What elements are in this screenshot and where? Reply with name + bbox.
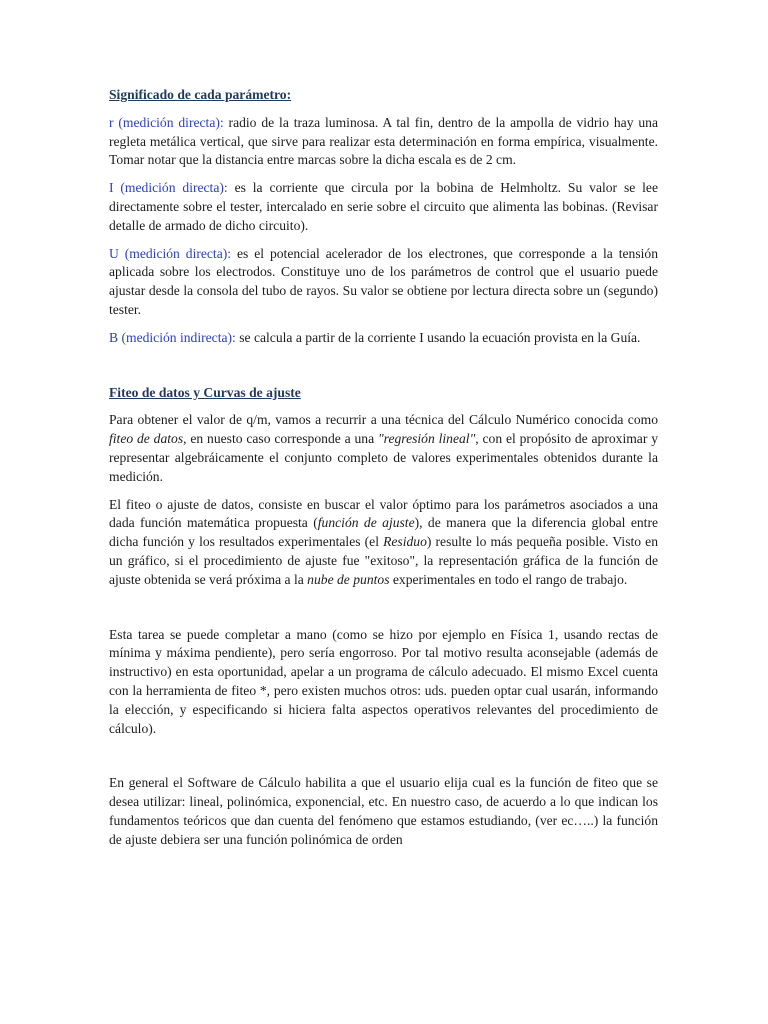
italic-term: Residuo	[383, 534, 427, 550]
fitting-paragraph-3: Esta tarea se puede completar a mano (como se hizo por ejemplo en Física 1, usando rectas de mínima y máxima pendiente), pero sería engorroso. Por tal motivo resulta aconsejable (además de instructivo) en esta oportunidad, apelar a un programa de cálculo adecuado. El mismo Excel cuenta con la herramienta de fiteo *, pero existen muchos otros: uds. pueden optar cual usarán, informando la elección, y especificando si hiciera falta aspectos operativos relevantes del procedimiento de cálculo).	[109, 626, 658, 736]
section-heading-parameters: Significado de cada parámetro:	[109, 87, 292, 102]
fitting-paragraph-2	[109, 496, 658, 590]
param-i-paragraph	[109, 179, 658, 235]
text-run: , con el propósito de aproximar y representar algebráicamente el conjunto completo de valores experimentales obtenidos durante la medición.	[109, 431, 658, 484]
section-heading-fitting: Fiteo de datos y Curvas de ajuste	[109, 384, 301, 400]
text-run: experimentales en todo el rango de trabajo.	[389, 571, 628, 587]
text-run: ), de manera que la diferencia global entre dicha función y los resultados experimentales (el	[109, 515, 659, 550]
param-description: es la corriente que circula por la bobina de Helmholtz. Su valor se lee directamente sobre el tester, intercalado en serie sobre el circuito que alimenta las bobinas. (Revisar detalle de armado de dicho circuito).	[109, 180, 659, 233]
param-term: U (medición directa):	[109, 245, 232, 261]
italic-term: "regresión lineal"	[377, 431, 476, 447]
param-description: se calcula a partir de la corriente I usando la ecuación provista en la Guía.	[235, 329, 641, 345]
param-term: B (medición indirecta):	[109, 329, 236, 345]
text-run: El fiteo o ajuste de datos, consiste en buscar el valor óptimo para los parámetros asociados a una dada función matemática propuesta (	[109, 496, 658, 531]
param-description: radio de la traza luminosa. A tal fin, dentro de la ampolla de vidrio hay una regleta metálica vertical, que sirve para realizar esta determinación en forma empírica, visualmente. Tomar notar que la distancia entre marcas sobre la dicha escala es de 2 cm.	[109, 114, 658, 168]
italic-term: función de ajuste	[317, 515, 415, 531]
param-u-paragraph	[109, 245, 658, 320]
param-b-paragraph	[109, 329, 658, 348]
param-term: r (medición directa):	[109, 114, 224, 130]
fitting-paragraph-1	[109, 411, 658, 486]
param-description: es el potencial acelerador de los electrones, que corresponde a la tensión aplicada sobre los electrodos. Constituye uno de los parámetros de control que el usuario puede ajustar desde la consola del tubo de rayos. Su valor se obtiene por lectura directa sobre un (segundo) tester.	[109, 245, 658, 317]
italic-term: fiteo de datos	[109, 431, 184, 447]
text-run: ) resulte lo más pequeña posible. Visto en un gráfico, si el procedimiento de ajuste fue "exitoso", la representación gráfica de la función de ajuste obtenida se verá próxima a la	[109, 534, 658, 587]
document-page	[109, 86, 658, 850]
param-term: I (medición directa):	[109, 180, 228, 196]
fitting-paragraph-4: En general el Software de Cálculo habilita a que el usuario elija cual es la función de fiteo que se desea utilizar: lineal, polinómica, exponencial, etc. En nuestro caso, de acuerdo a lo que indican los fundamentos teóricos que dan cuenta del fenómeno que estamos estudiando, (ver ec…..) la función de ajuste debiera ser una función polinómica de orden	[109, 775, 658, 847]
italic-term: nube de puntos	[307, 571, 390, 587]
text-run: Para obtener el valor de q/m, vamos a recurrir a una técnica del Cálculo Numérico conocida como	[109, 412, 658, 428]
param-r-paragraph	[109, 114, 658, 170]
text-run: , en nuesto caso corresponde a una	[183, 431, 378, 447]
